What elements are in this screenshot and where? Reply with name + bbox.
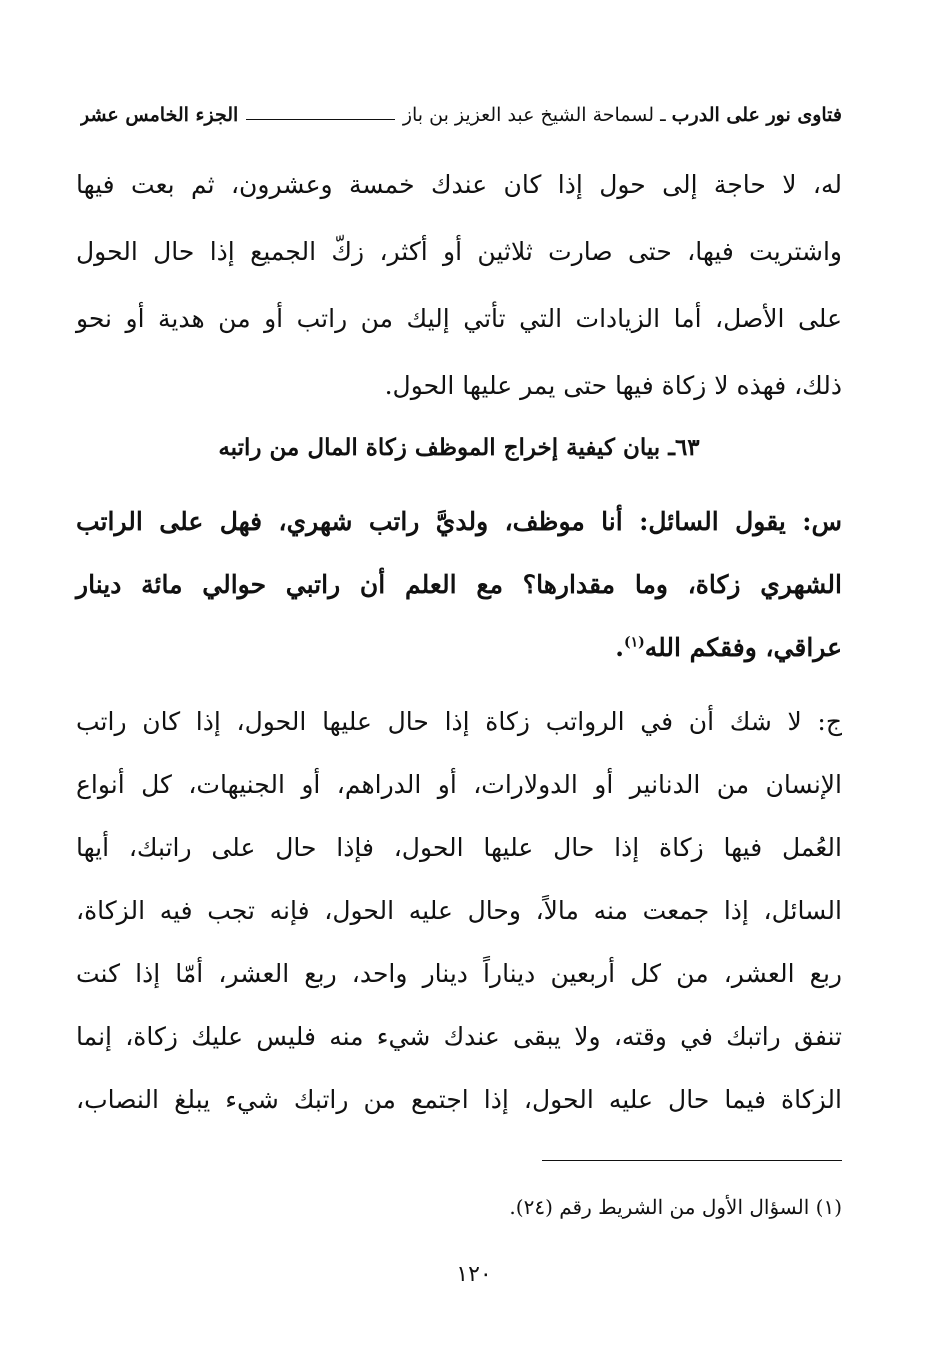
answer-line: العُمل فيها زكاة إذا حال عليها الحول، فإذا حال على راتبك، أيها xyxy=(76,833,842,862)
text-line: ذلك، فهذه لا زكاة فيها حتى يمر عليها الحول. xyxy=(384,371,842,400)
answer-line: الإنسان من الدنانير أو الدولارات، أو الدراهم، أو الجنيهات، كل أنواع xyxy=(76,770,842,799)
book-title: فتاوى نور على الدرب xyxy=(671,104,842,126)
question-line-text: عراقي، وفقكم الله xyxy=(644,633,842,662)
text-line: له، لا حاجة إلى حول إذا كان عندك خمسة وعشرون، ثم بعت فيها xyxy=(76,170,842,199)
answer-line: ج: لا شك أن في الرواتب زكاة إذا حال عليها الحول، إذا كان راتب xyxy=(76,707,842,736)
question-line: س: يقول السائل: أنا موظف، ولديَّ راتب شهري، فهل على الراتب xyxy=(76,507,842,536)
running-header xyxy=(80,100,842,130)
answer-line: السائل، إذا جمعت منه مالاً، وحال عليه الحول، فإنه تجب فيه الزكاة، xyxy=(76,896,842,925)
author-line: ـ لسماحة الشيخ عبد العزيز بن باز xyxy=(402,104,666,126)
question-line xyxy=(76,623,842,673)
question-end: . xyxy=(615,633,624,662)
header-rule xyxy=(246,119,395,120)
text-line: واشتريت فيها، حتى صارت ثلاثين أو أكثر، زكّ الجميع إذا حال الحول xyxy=(76,237,842,266)
answer-line: الزكاة فيما حال عليه الحول، إذا اجتمع من راتبك شيء يبلغ النصاب، xyxy=(76,1085,842,1114)
answer-line: تنفق راتبك في وقته، ولا يبقى عندك شيء منه فليس عليك زكاة، إنما xyxy=(76,1022,842,1051)
footnote-divider xyxy=(542,1160,842,1161)
footnote-ref: (١) xyxy=(623,634,645,651)
footnote: (١) السؤال الأول من الشريط رقم (٢٤). xyxy=(509,1195,842,1219)
answer-line: ربع العشر، من كل أربعين ديناراً دينار واحد، ربع العشر، أمّا إذا كنت xyxy=(76,959,842,988)
section-heading: ٦٣ـ بيان كيفية إخراج الموظف زكاة المال من راتبه xyxy=(218,434,700,461)
text-line: على الأصل، أما الزيادات التي تأتي إليك من راتب أو من هدية أو نحو xyxy=(76,304,842,333)
volume-label: الجزء الخامس عشر xyxy=(80,104,239,126)
question-line: الشهري زكاة، وما مقدارها؟ مع العلم أن راتبي حوالي مائة دينار xyxy=(76,570,842,599)
page-number: ١٢٠ xyxy=(456,1262,492,1287)
